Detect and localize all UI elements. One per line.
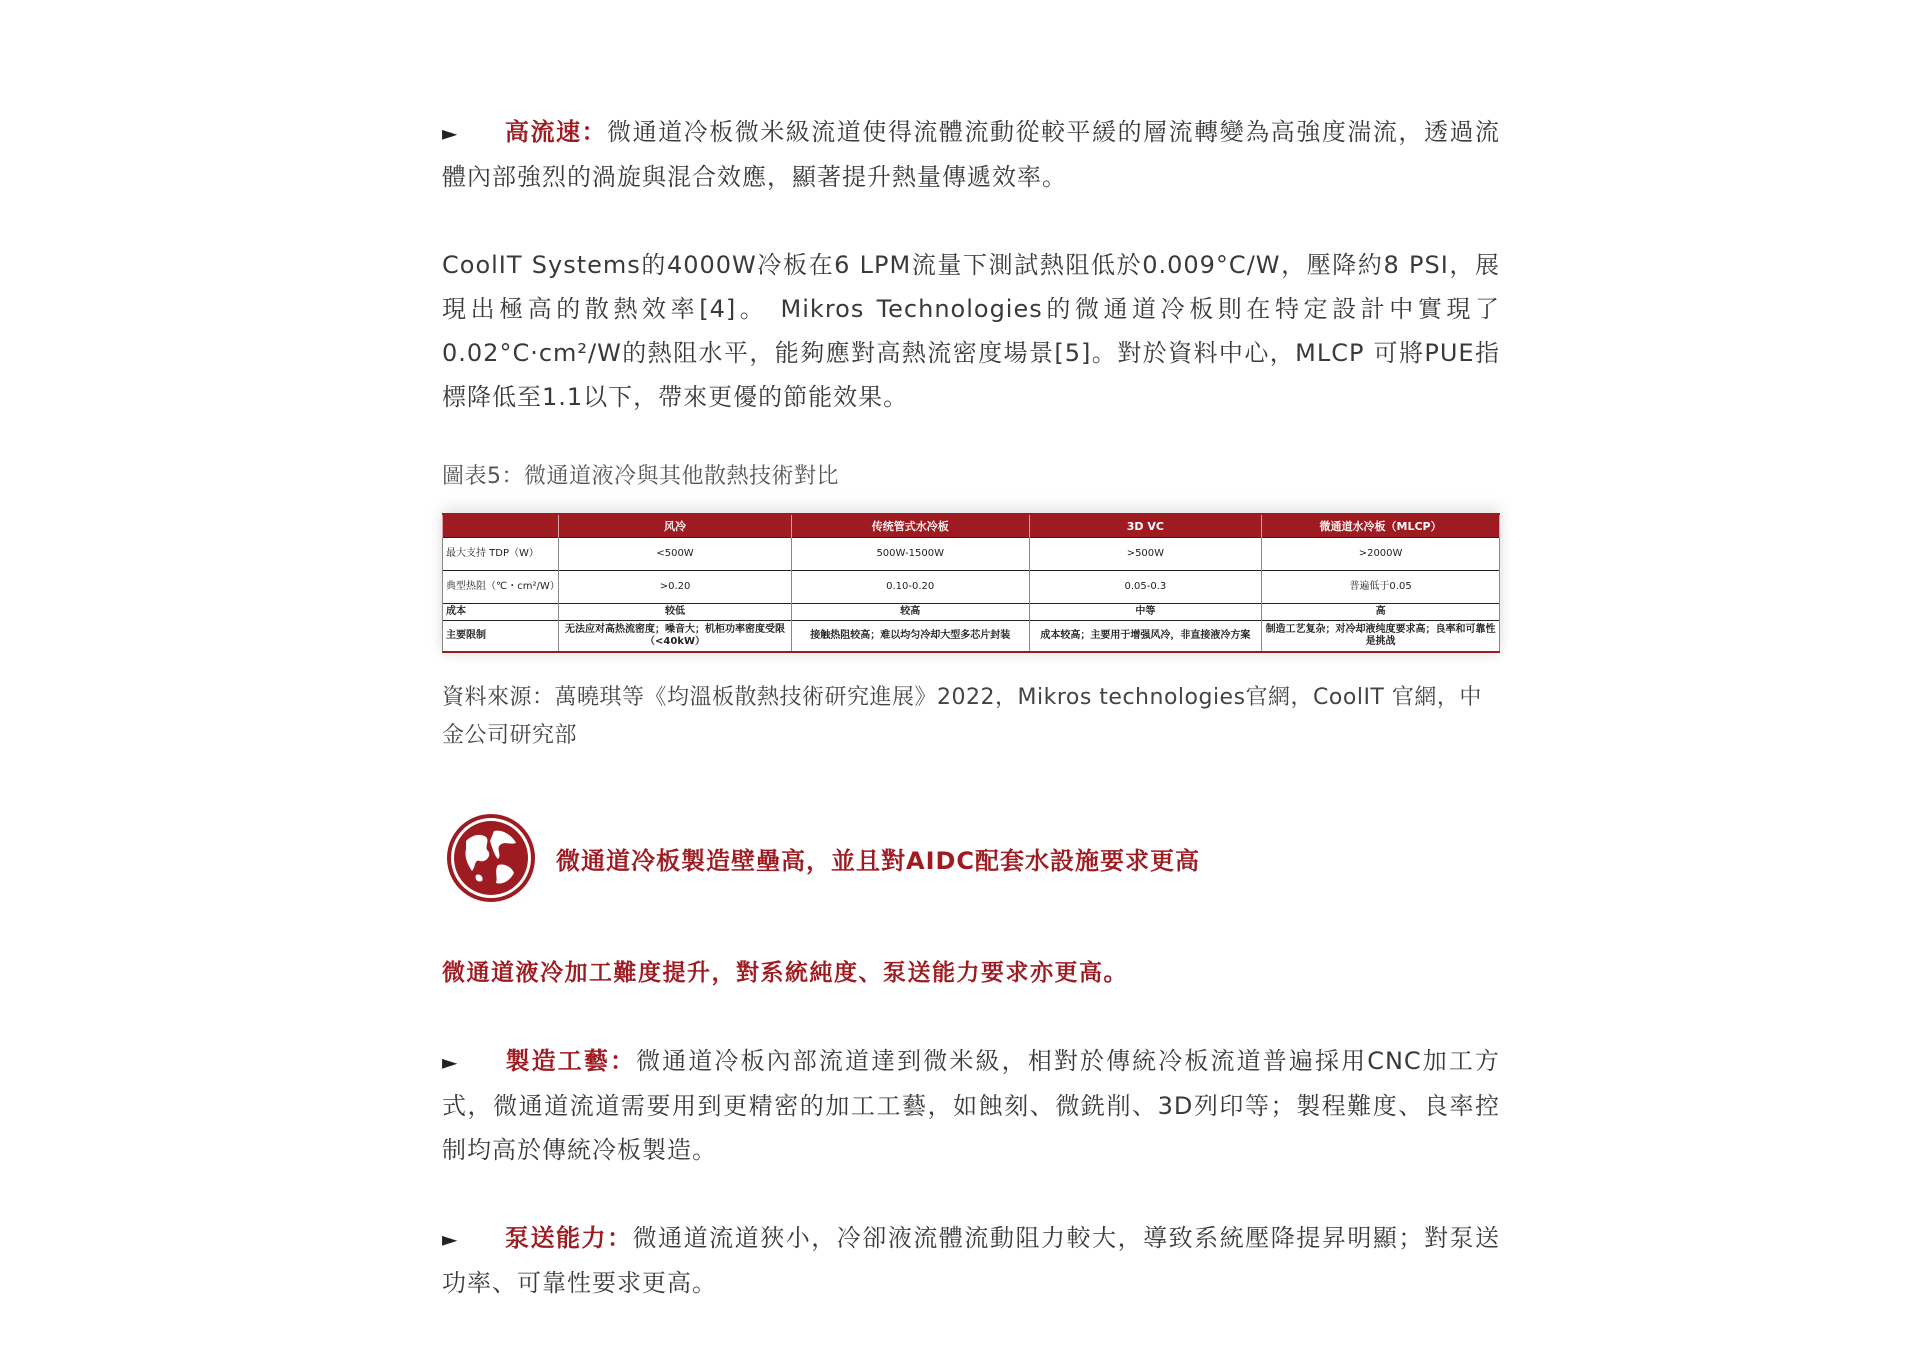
figure-source: 資料來源：萬曉琪等《均溫板散熱技術研究進展》2022，Mikros technologies官網，CoolIT 官網，中金公司研究部 [442,685,1482,748]
table-cell: 成本较高；主要用于增强风冷，非直接液冷方案 [1029,621,1262,653]
table-header-cell [443,514,559,538]
bullet-icon: ► [442,1050,459,1074]
table-cell: 中等 [1029,604,1262,621]
comparison-table-image [442,513,1500,653]
table-header-cell: 微通道水冷板（MLCP） [1262,514,1500,538]
article-body [442,110,1500,1305]
table-cell: 高 [1262,604,1500,621]
paragraph-pumping [442,1216,1500,1305]
table-row-header: 成本 [443,604,559,621]
highlight-label: 製造工藝： [504,1047,637,1075]
figure-caption: 圖表5：微通道液冷與其他散熱技術對比 [442,464,839,489]
table-row [443,571,1500,604]
table-row [443,621,1500,653]
table-cell: 制造工艺复杂；对冷却液纯度要求高；良率和可靠性是挑战 [1262,621,1500,653]
table-row [443,538,1500,571]
globe-icon [446,813,536,903]
table-cell: >500W [1029,538,1262,571]
table-row [443,604,1500,621]
table-cell: 普遍低于0.05 [1262,571,1500,604]
paragraph-text: 微通道冷板微米級流道使得流體流動從較平緩的層流轉變為高強度湍流，透過流體內部強烈的渦旋與混合效應，顯著提升熱量傳遞效率。 [442,118,1501,191]
paragraph-text: 微通道流道狹小，冷卻液流體流動阻力較大，導致系統壓降提昇明顯；對泵送功率、可靠性要求更高。 [442,1224,1500,1297]
bullet-icon: ► [442,1227,459,1251]
table-cell: >2000W [1262,538,1500,571]
table-cell: 较高 [791,604,1029,621]
section-header [442,813,1500,903]
paragraph-text: 微通道冷板內部流道達到微米級，相對於傳統冷板流道普遍採用CNC加工方式，微通道流道需要用到更精密的加工工藝，如蝕刻、微銑削、3D列印等；製程難度、良率控制均高於傳統冷板製造。 [442,1047,1500,1164]
table-cell: 0.05-0.3 [1029,571,1262,604]
table-header-cell: 风冷 [559,514,792,538]
table-cell: 500W-1500W [791,538,1029,571]
table-header-cell: 传统管式水冷板 [791,514,1029,538]
table-cell: <500W [559,538,792,571]
paragraph-manufacturing [442,1039,1500,1172]
section-title: 微通道冷板製造壁壘高，並且對AIDC配套水設施要求更高 [556,846,1201,875]
table-cell: 无法应对高热流密度；噪音大；机柜功率密度受限（<40kW） [559,621,792,653]
section-subhead: 微通道液冷加工難度提升，對系統純度、泵送能力要求亦更高。 [442,960,1128,986]
table-row-header: 主要限制 [443,621,559,653]
bullet-icon: ► [442,121,459,145]
paragraph-performance: CoolIT Systems的4000W冷板在6 LPM流量下測試熱阻低於0.009°C/W，壓降約8 PSI，展現出極高的散熱效率[4]。 Mikros Technologies的微通道冷板則在特定設計中實現了0.02°C·cm²/W的熱阻水平，能夠應對高熱流密度場景[5]。對於資料中心，MLCP 可將PUE指標降低至1.1以下，帶來更優的節能效果。 [442,251,1500,411]
table-cell: 较低 [559,604,792,621]
table-cell: >0.20 [559,571,792,604]
highlight-label: 高流速： [504,118,608,146]
table-cell: 0.10-0.20 [791,571,1029,604]
table-cell: 接触热阻较高；难以均匀冷却大型多芯片封装 [791,621,1029,653]
table-row-header: 典型热阻（℃・cm²/W） [443,571,559,604]
highlight-label: 泵送能力： [504,1224,633,1252]
table-row-header: 最大支持 TDP（W） [443,538,559,571]
paragraph-high-flow [442,110,1500,199]
comparison-table [442,513,1500,653]
table-header-cell: 3D VC [1029,514,1262,538]
